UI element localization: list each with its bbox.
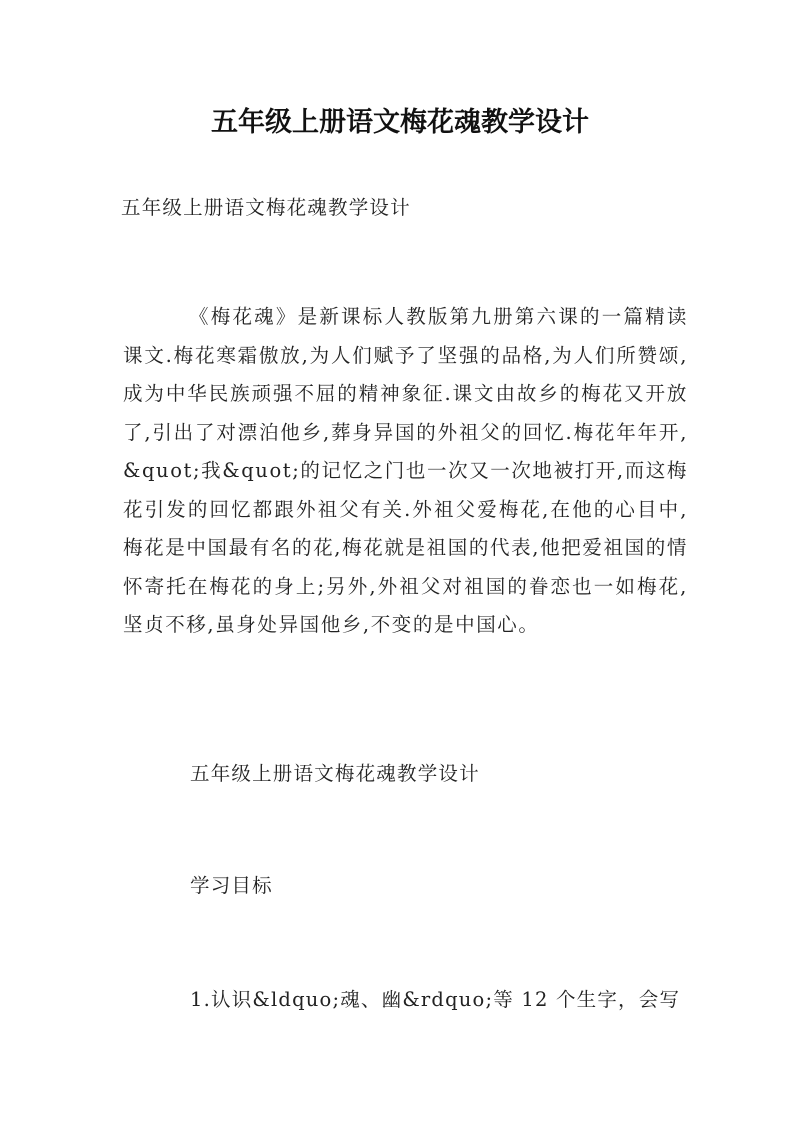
intro-paragraph: 《梅花魂》是新课标人教版第九册第六课的一篇精读课文.梅花寒霜傲放,为人们赋予了坚强的品格,为人们所赞颂,成为中华民族顽强不屈的精神象征.课文由故乡的梅花又开放了,引出了对漂泊他乡,葬身异国的外祖父的回忆.梅花年年开,&quot;我&quot;的记忆之门也一次又一次地被打开,而这梅花引发的回忆都跟外祖父有关.外祖父爱梅花,在他的心目中,梅花是中国最有名的花,梅花就是祖国的代表,他把爱祖国的情怀寄托在梅花的身上;另外,外祖父对祖国的眷恋也一如梅花,坚贞不移,虽身处异国他乡,不变的是中国心。 — [123, 305, 688, 636]
objective-item-1: 1.认识&ldquo;魂、幽&rdquo;等 12 个生字，会写 — [190, 988, 681, 1011]
objectives-heading: 学习目标 — [190, 874, 273, 897]
document-subtitle: 五年级上册语文梅花魂教学设计 — [121, 196, 411, 219]
section-heading: 五年级上册语文梅花魂教学设计 — [190, 762, 480, 785]
page-title: 五年级上册语文梅花魂教学设计 — [211, 107, 589, 138]
